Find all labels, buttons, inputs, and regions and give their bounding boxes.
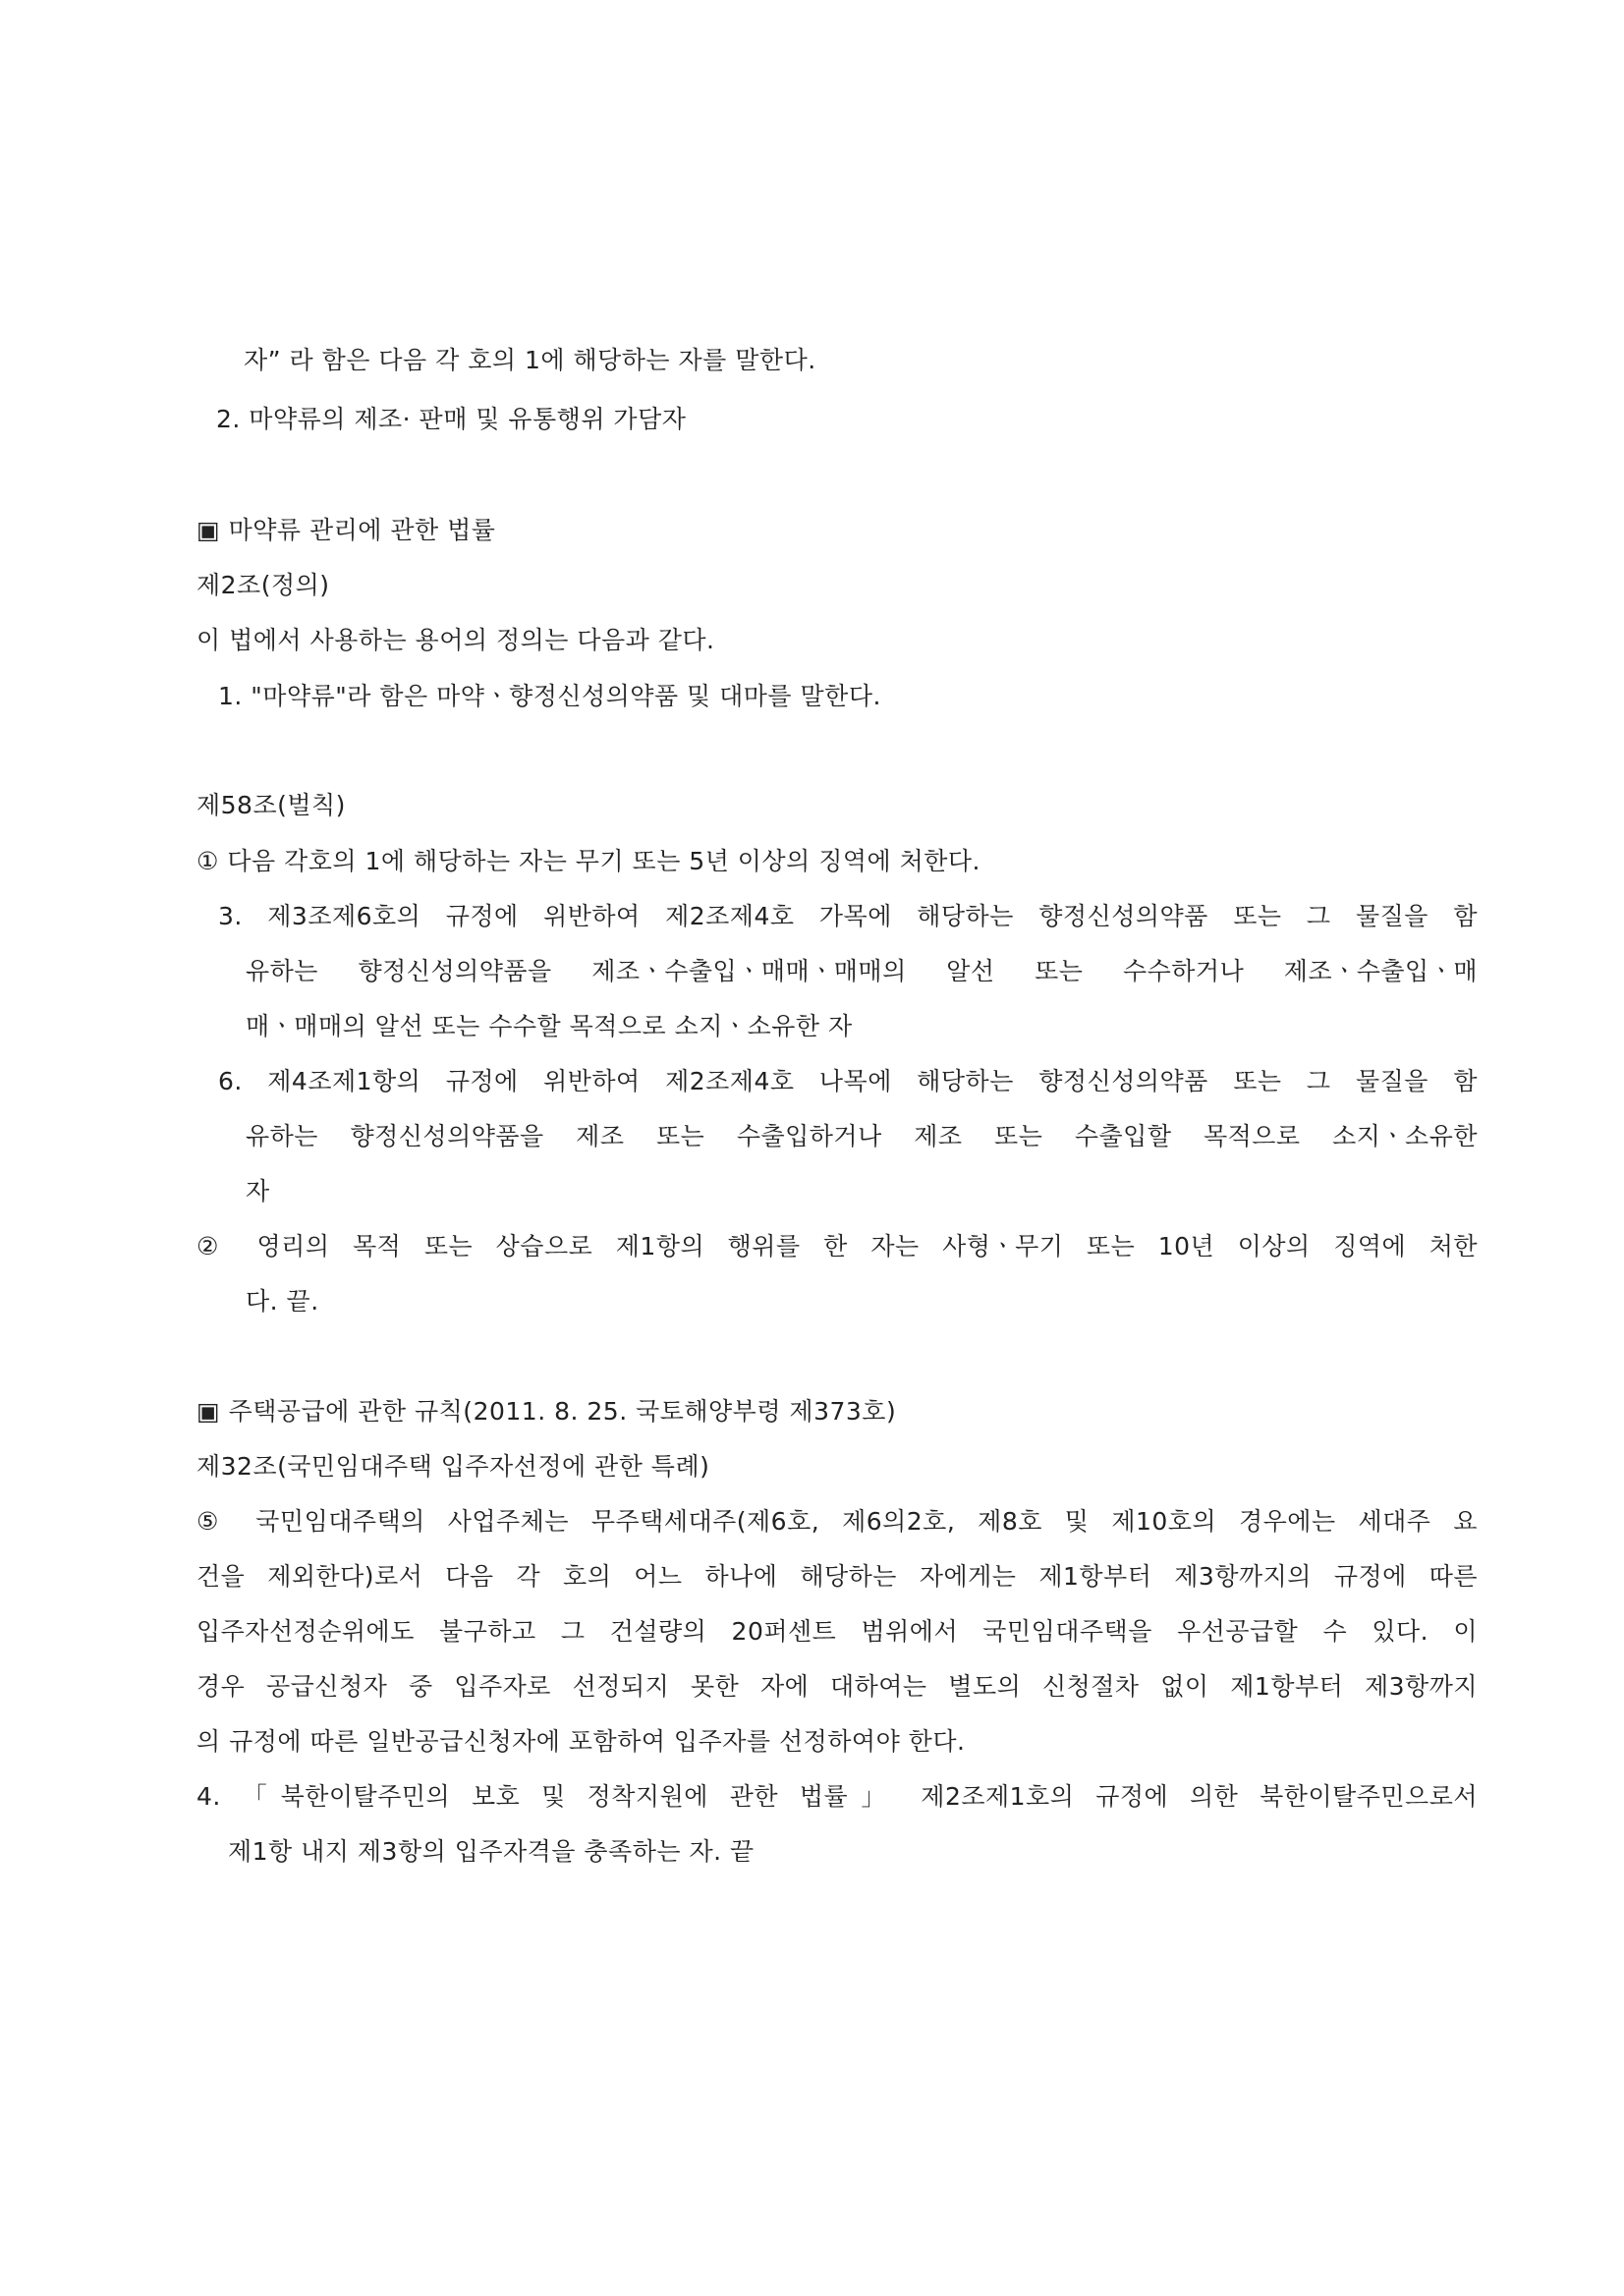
list-item: 4. 「북한이탈주민의 보호 및 정착지원에 관한 법률」 제2조제1호의 규정에 의한 북한이탈주민으로서: [196, 1782, 1478, 1811]
list-item: 1. "마약류"라 함은 마약ㆍ향정신성의약품 및 대마를 말한다.: [218, 682, 881, 710]
list-item-continuation: 자: [246, 1177, 270, 1205]
paragraph-line: 경우 공급신청자 중 입주자로 선정되지 못한 자에 대하여는 별도의 신청절차 없이 제1항부터 제3항까지: [196, 1672, 1478, 1701]
text-line: 자” 라 함은 다음 각 호의 1에 해당하는 자를 말한다.: [244, 346, 816, 374]
paragraph-line: ① 다음 각호의 1에 해당하는 자는 무기 또는 5년 이상의 징역에 처한다.: [196, 847, 980, 875]
list-item-continuation: 매ㆍ매매의 알선 또는 수수할 목적으로 소지ㆍ소유한 자: [246, 1012, 853, 1040]
list-item: 3. 제3조제6호의 규정에 위반하여 제2조제4호 가목에 해당하는 향정신성의약품 또는 그 물질을 함: [218, 902, 1478, 930]
paragraph-line: ② 영리의 목적 또는 상습으로 제1항의 행위를 한 자는 사형ㆍ무기 또는 10년 이상의 징역에 처한: [196, 1232, 1478, 1260]
list-item-continuation: 제1항 내지 제3항의 입주자격을 충족하는 자. 끝: [228, 1837, 755, 1866]
section-header: ▣ 마약류 관리에 관한 법률: [196, 516, 496, 544]
list-item: 2. 마약류의 제조· 판매 및 유통행위 가담자: [216, 405, 687, 433]
list-item-continuation: 유하는 향정신성의약품을 제조ㆍ수출입ㆍ매매ㆍ매매의 알선 또는 수수하거나 제조ㆍ수출입ㆍ매: [246, 957, 1478, 985]
paragraph-line-continuation: 다. 끝.: [246, 1287, 319, 1316]
article-title: 제32조(국민임대주택 입주자선정에 관한 특례): [196, 1452, 710, 1481]
paragraph-line: 의 규정에 따른 일반공급신청자에 포함하여 입주자를 선정하여야 한다.: [196, 1727, 966, 1756]
article-title: 제2조(정의): [196, 571, 330, 599]
text-line: 이 법에서 사용하는 용어의 정의는 다음과 같다.: [196, 626, 715, 654]
section-header: ▣ 주택공급에 관한 규칙(2011. 8. 25. 국토해양부령 제373호): [196, 1397, 897, 1426]
paragraph-line: 건을 제외한다)로서 다음 각 호의 어느 하나에 해당하는 자에게는 제1항부터 제3항까지의 규정에 따른: [196, 1562, 1478, 1591]
list-item: 6. 제4조제1항의 규정에 위반하여 제2조제4호 나목에 해당하는 향정신성의약품 또는 그 물질을 함: [218, 1067, 1478, 1095]
article-title: 제58조(벌칙): [196, 791, 346, 819]
list-item-continuation: 유하는 향정신성의약품을 제조 또는 수출입하거나 제조 또는 수출입할 목적으로 소지ㆍ소유한: [246, 1122, 1478, 1150]
paragraph-line: ⑤ 국민임대주택의 사업주체는 무주택세대주(제6호, 제6의2호, 제8호 및 제10호의 경우에는 세대주 요: [196, 1507, 1478, 1536]
paragraph-line: 입주자선정순위에도 불구하고 그 건설량의 20퍼센트 범위에서 국민임대주택을 우선공급할 수 있다. 이: [196, 1617, 1478, 1646]
